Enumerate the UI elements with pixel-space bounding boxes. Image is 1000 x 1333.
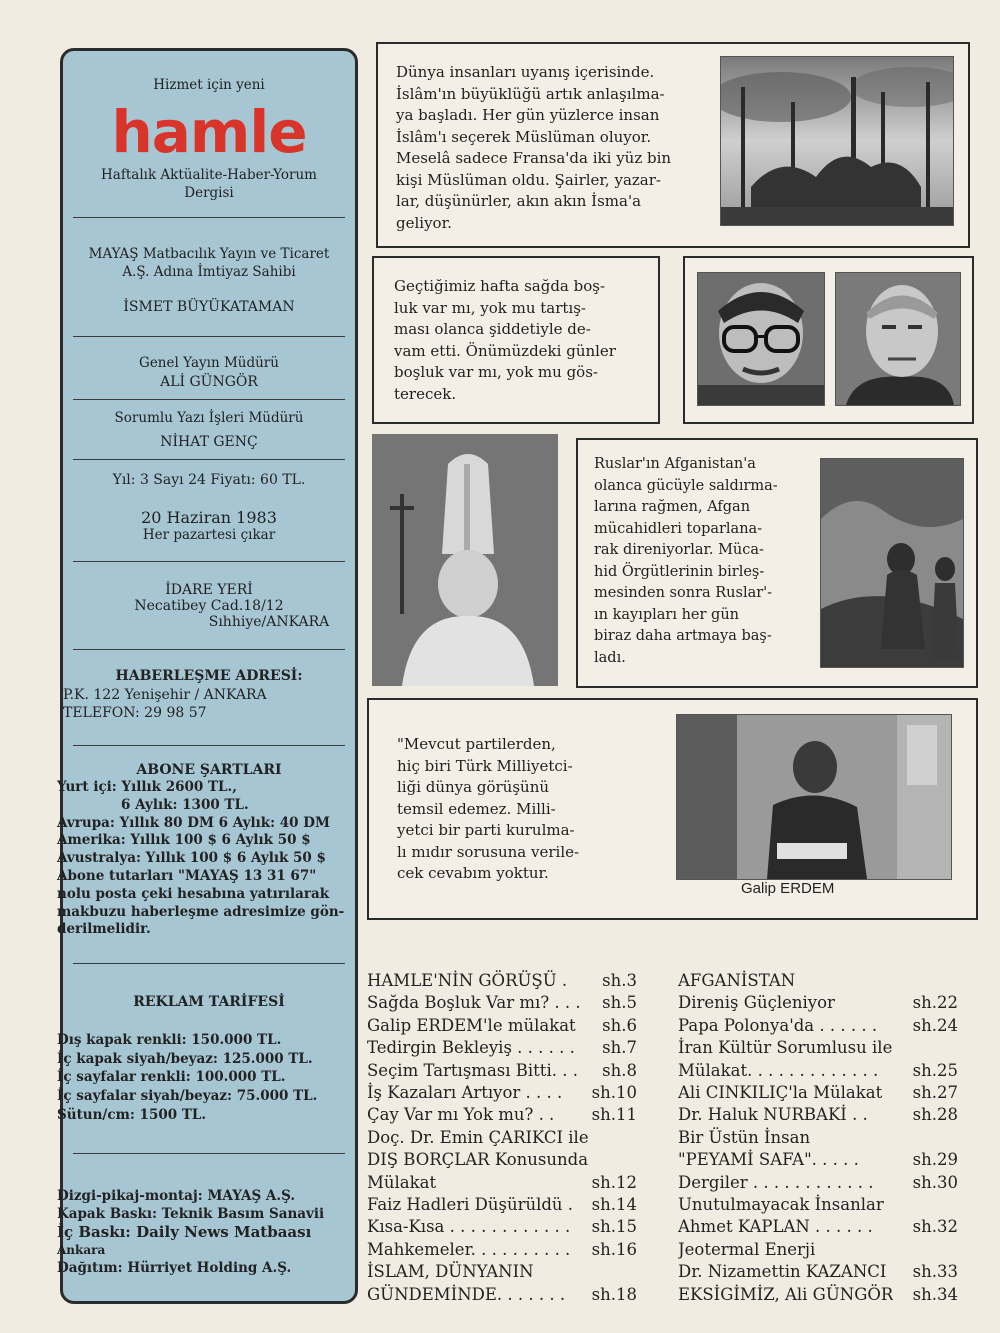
toc-page: sh.11 (591, 1105, 637, 1125)
text-line: boşluk var mı, yok mu gös- (394, 363, 598, 381)
toc-page: sh.29 (912, 1150, 958, 1170)
divider (73, 399, 345, 400)
toc-title: Doç. Dr. Emin ÇARIKCI ile (367, 1127, 589, 1147)
toc-page: sh.12 (591, 1172, 637, 1192)
text-line: biraz daha artmaya baş- (594, 628, 772, 644)
text-line: ın kayıpları her gün (594, 606, 740, 623)
subscription-terms (57, 779, 357, 939)
toc-entry[interactable] (678, 1216, 958, 1238)
text-line: Geçtiğimiz hafta sağda boş- (394, 277, 606, 295)
toc-title: DIŞ BORÇLAR Konusunda (367, 1150, 589, 1170)
toc-entry[interactable] (678, 1060, 958, 1082)
toc-title: İş Kazaları Artıyor . . . . (367, 1083, 563, 1103)
toc-page (954, 970, 958, 992)
text-line: Ruslar'ın Afganistan'a (594, 456, 756, 472)
editor-title: Genel Yayın Müdürü (139, 355, 279, 371)
text-line: lı mıdır sorusuna verile- (397, 842, 580, 861)
toc-entry[interactable] (367, 970, 637, 992)
print-line: Kapak Baskı: Teknik Basım Sanavii (57, 1206, 325, 1222)
subscription-line: Avustralya: Yıllık 100 $ 6 Aylık 50 $ (57, 850, 326, 867)
toc-entry[interactable] (367, 1127, 637, 1149)
text-line: ması olanca şiddetiyle de- (394, 320, 591, 338)
toc-entry[interactable] (367, 1149, 637, 1171)
portrait-photo (835, 272, 961, 406)
print-line: İç Baskı: Daily News Matbaası (57, 1223, 312, 1241)
toc-title: Mülakat. . . . . . . . . . . . . (678, 1060, 879, 1080)
toc-entry[interactable] (367, 1216, 637, 1238)
toc-title: Faiz Hadleri Düşürüldü . (367, 1195, 574, 1215)
text-line: liği dünya görüşünü (397, 778, 550, 796)
toc-page: sh.27 (912, 1083, 958, 1103)
ad-rates (57, 1031, 357, 1125)
masthead-panel (57, 48, 358, 1304)
subscription-line: 6 Aylık: 1300 TL. (121, 796, 249, 813)
ad-rate-line: İç sayfalar siyah/beyaz: 75.000 TL. (57, 1088, 318, 1105)
text-line: Meselâ sadece Fransa'da iki yüz bin (396, 149, 672, 167)
text-line: rak direniyorlar. Müca- (594, 542, 764, 558)
toc-entry[interactable] (367, 1037, 637, 1059)
toc-entry[interactable] (367, 1015, 637, 1037)
text-line: İslâm'ın büyüklüğü artık anlaşılma- (396, 84, 665, 103)
toc-title: İSLAM, DÜNYANIN (367, 1262, 534, 1282)
pope-photo (372, 434, 558, 686)
contents-right-column (678, 970, 958, 1306)
contact-title: HABERLEŞME ADRESİ: (115, 668, 303, 684)
divider (73, 336, 345, 337)
toc-entry[interactable] (678, 1194, 958, 1216)
ad-rate-line: İç sayfalar renkli: 100.000 TL. (57, 1069, 286, 1086)
owner-name: İSMET BÜYÜKATAMAN (123, 299, 295, 315)
toc-page (954, 1239, 958, 1261)
divider (73, 745, 345, 746)
toc-entry[interactable] (678, 1261, 958, 1283)
toc-entry[interactable] (367, 1261, 637, 1283)
toc-page: sh.28 (912, 1105, 958, 1125)
toc-title: İran Kültür Sorumlusu ile (678, 1038, 893, 1058)
afghanistan-text (594, 454, 806, 669)
print-credits (57, 1187, 357, 1277)
galip-erdem-quote-box[interactable] (367, 698, 978, 920)
toc-page: sh.16 (591, 1239, 637, 1259)
toc-entry[interactable] (678, 1239, 958, 1261)
toc-entry[interactable] (678, 1082, 958, 1104)
toc-title: Tedirgin Bekleyiş . . . . . . (367, 1038, 575, 1058)
toc-entry[interactable] (678, 1149, 958, 1171)
subscription-title: ABONE ŞARTLARI (136, 762, 282, 778)
text-line: larına rağmen, Afgan (594, 499, 751, 515)
toc-title: Direniş Güçleniyor (678, 993, 835, 1013)
toc-title: Ahmet KAPLAN . . . . . . (678, 1217, 873, 1237)
toc-page: sh.3 (602, 971, 637, 990)
toc-title: Seçim Tartışması Bitti. . . (367, 1060, 578, 1080)
toc-title: Papa Polonya'da . . . . . . (678, 1015, 878, 1035)
print-line: Dağıtım: Hürriyet Holding A.Ş. (57, 1260, 292, 1276)
text-line: hiç biri Türk Milliyetci- (397, 756, 573, 775)
toc-title: Dergiler . . . . . . . . . . . . (678, 1172, 874, 1192)
toc-page: sh.8 (602, 1060, 637, 1080)
toc-page (954, 1194, 958, 1216)
toc-page: sh.25 (912, 1060, 958, 1080)
publisher-line-2: A.Ş. Adına İmtiyaz Sahibi (122, 264, 296, 280)
ad-rate-line: Sütun/cm: 1500 TL. (57, 1106, 207, 1123)
divider (73, 561, 345, 562)
toc-page (954, 1127, 958, 1149)
text-line: ladı. (594, 649, 626, 666)
toc-entry[interactable] (367, 1194, 637, 1216)
portrait-photo (697, 272, 825, 406)
subscription-line: makbuzu haberleşme adresimize gön- (57, 903, 345, 920)
ad-rate-line: İç kapak siyah/beyaz: 125.000 TL. (57, 1050, 313, 1067)
afghan-fighters-photo (820, 458, 964, 668)
text-line: İslâm'ı seçerek Müslüman oluyor. (396, 127, 652, 146)
text-line: mesinden sonra Ruslar'- (594, 585, 773, 601)
toc-page (954, 1037, 958, 1059)
photo-caption: Galip ERDEM (741, 880, 835, 897)
toc-page: sh.32 (912, 1217, 958, 1237)
toc-entry[interactable] (678, 1104, 958, 1126)
toc-entry[interactable] (367, 1172, 637, 1194)
right-gap-text (394, 276, 638, 405)
mosque-photo (720, 56, 954, 226)
magazine-logo: hamle (111, 98, 307, 166)
ad-rate-line: Dış kapak renkli: 150.000 TL. (57, 1032, 282, 1048)
toc-entry[interactable] (678, 1172, 958, 1194)
publisher-line-1: MAYAŞ Matbacılık Yayın ve Ticaret (88, 246, 330, 262)
toc-title: Sağda Boşluk Var mı? . . . (367, 993, 581, 1013)
text-line: hid Örgütlerinin birleş- (594, 563, 765, 580)
toc-page: sh.5 (602, 993, 637, 1013)
text-line: Dünya insanları uyanış içerisinde. (396, 63, 655, 81)
toc-page: sh.18 (591, 1284, 637, 1304)
toc-page: sh.10 (591, 1083, 637, 1103)
office-title: İDARE YERİ (165, 582, 253, 598)
toc-title: HAMLE'NİN GÖRÜŞÜ . (367, 971, 568, 990)
toc-entry[interactable] (678, 1037, 958, 1059)
office-line-2: Sıhhiye/ANKARA (208, 614, 330, 630)
divider (73, 649, 345, 650)
toc-title: "PEYAMİ SAFA". . . . . (678, 1150, 859, 1170)
toc-entry[interactable] (678, 992, 958, 1014)
toc-title: Mahkemeler. . . . . . . . . . (367, 1239, 571, 1259)
issue-info: Yıl: 3 Sayı 24 Fiyatı: 60 TL. (112, 472, 306, 488)
toc-entry[interactable] (367, 1239, 637, 1261)
toc-entry[interactable] (678, 970, 958, 992)
afghanistan-box[interactable] (576, 438, 978, 688)
toc-entry[interactable] (678, 1015, 958, 1037)
toc-page: sh.14 (591, 1195, 637, 1215)
toc-title: Çay Var mı Yok mu? . . (367, 1105, 555, 1125)
islam-feature-box[interactable] (376, 42, 970, 248)
toc-page (633, 1149, 637, 1171)
toc-page: sh.34 (912, 1284, 958, 1304)
toc-title: Galip ERDEM'le mülakat (367, 1015, 576, 1035)
toc-page: sh.22 (912, 993, 958, 1013)
toc-page (633, 1261, 637, 1283)
masthead-subtitle-2: Dergisi (184, 185, 234, 201)
divider (73, 963, 345, 964)
galip-erdem-photo (676, 714, 952, 880)
toc-title: Mülakat (367, 1172, 437, 1192)
toc-entry[interactable] (367, 1104, 637, 1126)
toc-page: sh.7 (602, 1038, 637, 1058)
masthead-tagline: Hizmet için yeni (153, 77, 265, 93)
toc-page (633, 1127, 637, 1149)
islam-feature-text (396, 62, 696, 234)
text-line: olanca gücüyle saldırma- (594, 477, 778, 494)
subscription-line: Abone tutarları "MAYAŞ 13 31 67" (57, 867, 317, 884)
right-gap-box[interactable] (372, 256, 660, 424)
text-line: yetci bir parti kurulma- (397, 821, 575, 839)
text-line: vam etti. Önümüzdeki günler (394, 341, 616, 360)
toc-page: sh.33 (912, 1262, 958, 1282)
toc-page: sh.24 (912, 1015, 958, 1035)
toc-page: sh.30 (912, 1172, 958, 1192)
toc-entry[interactable] (678, 1127, 958, 1149)
text-line: terecek. (394, 384, 457, 403)
toc-title: Kısa-Kısa . . . . . . . . . . . . (367, 1217, 571, 1237)
masthead-subtitle-1: Haftalık Aktüalite-Haber-Yorum (101, 167, 317, 183)
text-line: geliyor. (396, 213, 452, 232)
divider (73, 217, 345, 218)
subscription-line: Yurt içi: Yıllık 2600 TL., (57, 779, 237, 795)
toc-title: EKSİGİMİZ, Ali GÜNGÖR (678, 1284, 894, 1304)
text-line: luk var mı, yok mu tartış- (394, 298, 586, 317)
managing-editor-name: NİHAT GENÇ (160, 434, 258, 450)
toc-entry[interactable] (367, 1284, 637, 1306)
ad-rates-title: REKLAM TARİFESİ (133, 994, 285, 1010)
editor-name: ALİ GÜNGÖR (160, 374, 258, 390)
text-line: "Mevcut partilerden, (397, 735, 556, 753)
toc-entry[interactable] (367, 1082, 637, 1104)
managing-editor-title: Sorumlu Yazı İşleri Müdürü (114, 410, 304, 426)
toc-page: sh.15 (591, 1217, 637, 1237)
contact-line-2: TELEFON: 29 98 57 (63, 705, 207, 721)
print-line: Ankara (57, 1243, 106, 1257)
contents-left-column (367, 970, 637, 1306)
divider (73, 1153, 345, 1154)
text-line: lar, düşünürler, akın akın İsma'a (396, 192, 642, 210)
office-line-1: Necatibey Cad.18/12 (134, 598, 284, 614)
print-line: Dizgi-pikaj-montaj: MAYAŞ A.Ş. (57, 1188, 296, 1204)
issue-frequency: Her pazartesi çıkar (142, 527, 276, 543)
text-line: temsil edemez. Milli- (397, 799, 556, 818)
subscription-line: nolu posta çeki hesabına yatırılarak (57, 885, 330, 902)
toc-title: Ali CINKILIÇ'la Mülakat (678, 1083, 883, 1103)
toc-entry[interactable] (367, 992, 637, 1014)
text-line: cek cevabım yoktur. (397, 864, 549, 882)
subscription-line: Avrupa: Yıllık 80 DM 6 Aylık: 40 DM (57, 814, 330, 831)
portraits-box[interactable] (683, 256, 974, 424)
toc-title: GÜNDEMİNDE. . . . . . . (367, 1284, 566, 1304)
quote-text (397, 734, 609, 885)
toc-title: AFGANİSTAN (678, 971, 796, 990)
toc-title: Dr. Haluk NURBAKİ . . (678, 1105, 868, 1125)
toc-title: Jeotermal Enerji (678, 1239, 816, 1259)
subscription-line: derilmelidir. (57, 921, 151, 938)
divider (73, 459, 345, 460)
toc-title: Dr. Nizamettin KAZANCI (678, 1262, 887, 1282)
toc-entry[interactable] (678, 1284, 958, 1306)
toc-entry[interactable] (367, 1060, 637, 1082)
contact-line-1: P.K. 122 Yenişehir / ANKARA (63, 687, 267, 703)
text-line: mücahidleri toparlana- (594, 520, 763, 537)
text-line: ya başladı. Her gün yüzlerce insan (396, 106, 660, 124)
toc-title: Bir Üstün İnsan (678, 1127, 811, 1147)
toc-page: sh.6 (602, 1015, 637, 1035)
subscription-line: Amerika: Yıllık 100 $ 6 Aylık 50 $ (57, 832, 311, 849)
text-line: kişi Müslüman oldu. Şairler, yazar- (396, 170, 661, 189)
toc-title: Unutulmayacak İnsanlar (678, 1195, 884, 1215)
issue-date: 20 Haziran 1983 (141, 508, 277, 527)
